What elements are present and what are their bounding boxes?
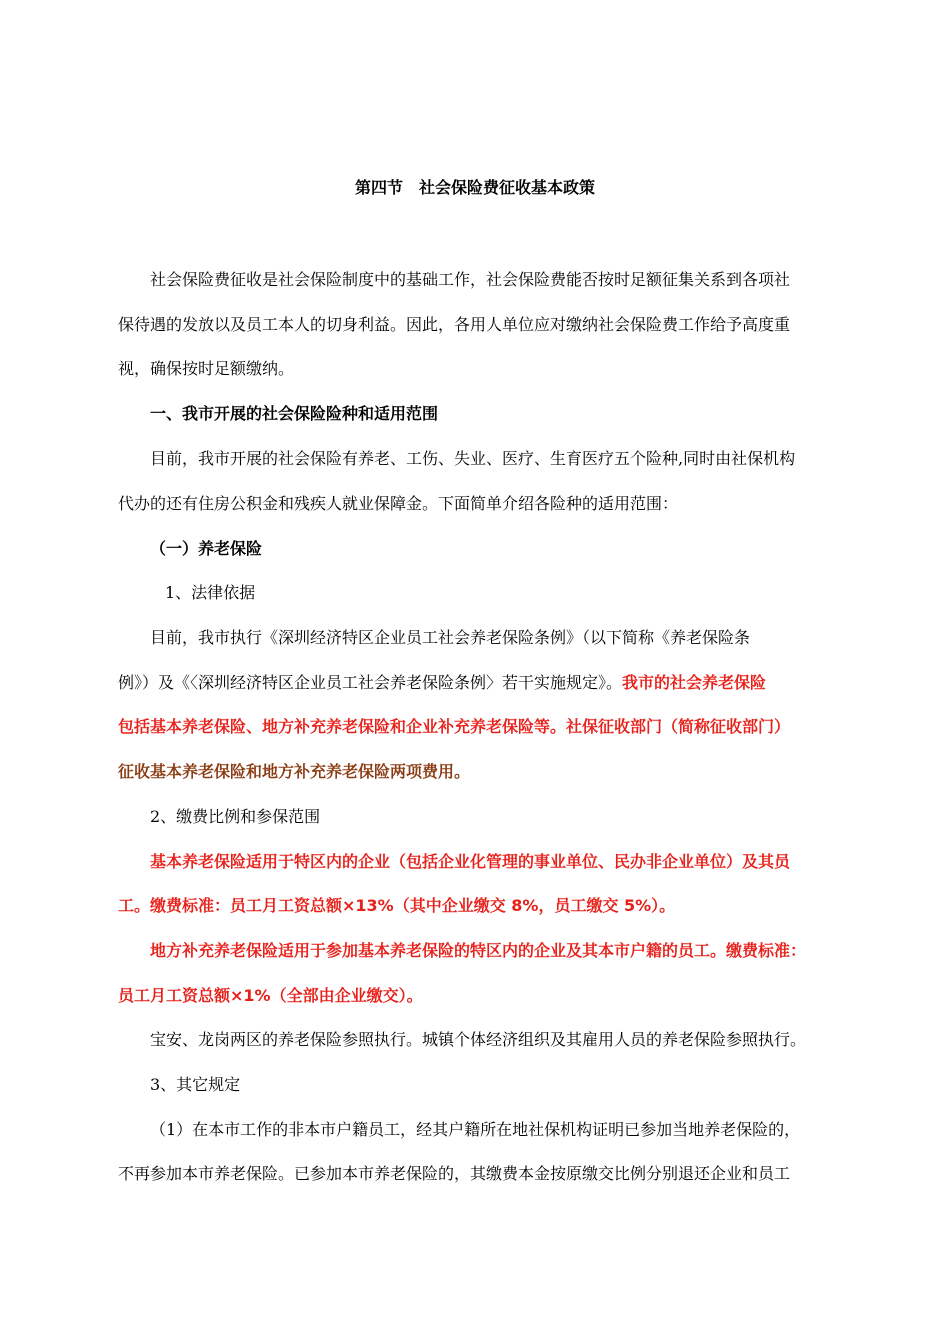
paragraph-line: 不再参加本市养老保险。已参加本市养老保险的，其缴费本金按原缴交比例分别退还企业和员工 (118, 1164, 791, 1183)
highlight-line: 工。缴费标准：员工月工资总额×13%（其中企业缴交 8%，员工缴交 5%）。 (118, 896, 676, 915)
subsection-heading: （一）养老保险 (150, 539, 263, 558)
paragraph-line: 视，确保按时足额缴纳。 (118, 359, 295, 378)
highlight-line: 地方补充养老保险适用于参加基本养老保险的特区内的企业及其本市户籍的员工。缴费标准： (150, 941, 807, 960)
page-title: 第四节 社会保险费征收基本政策 (354, 178, 595, 197)
paragraph-line: 目前，我市执行《深圳经济特区企业员工社会养老保险条例》（以下简称《养老保险条 (150, 628, 751, 647)
paragraph-line: 目前，我市开展的社会保险有养老、工伤、失业、医疗、生育医疗五个险种,同时由社保机构 (150, 449, 796, 468)
paragraph-line: 代办的还有住房公积金和残疾人就业保障金。下面简单介绍各险种的适用范围： (118, 494, 679, 513)
section-heading: 一、我市开展的社会保险险种和适用范围 (150, 404, 439, 423)
paragraph-line: 保待遇的发放以及员工本人的切身利益。因此，各用人单位应对缴纳社会保险费工作给予高度重 (118, 315, 791, 334)
item-heading: 3、其它规定 (150, 1075, 241, 1094)
highlight-line: 包括基本养老保险、地方补充养老保险和企业补充养老保险等。社保征收部门（简称征收部门） (118, 717, 791, 736)
item-heading: 1、法律依据 (165, 583, 256, 602)
paragraph-line-mixed (118, 672, 838, 694)
highlight-line: 征收基本养老保险和地方补充养老保险两项费用。 (118, 762, 471, 781)
highlight-text: 我市的社会养老保险 (622, 673, 767, 692)
highlight-line: 基本养老保险适用于特区内的企业（包括企业化管理的事业单位、民办非企业单位）及其员 (150, 852, 791, 871)
paragraph-line: （1）在本市工作的非本市户籍员工，经其户籍所在地社保机构证明已参加当地养老保险的， (150, 1120, 801, 1139)
paragraph-line: 社会保险费征收是社会保险制度中的基础工作，社会保险费能否按时足额征集关系到各项社 (150, 270, 791, 289)
normal-text: 例》）及《〈深圳经济特区企业员工社会养老保险条例〉若干实施规定》。 (118, 673, 623, 692)
paragraph-line: 宝安、龙岗两区的养老保险参照执行。城镇个体经济组织及其雇用人员的养老保险参照执行。 (150, 1030, 807, 1049)
item-heading: 2、缴费比例和参保范围 (150, 807, 321, 826)
highlight-line: 员工月工资总额×1%（全部由企业缴交）。 (118, 986, 423, 1005)
